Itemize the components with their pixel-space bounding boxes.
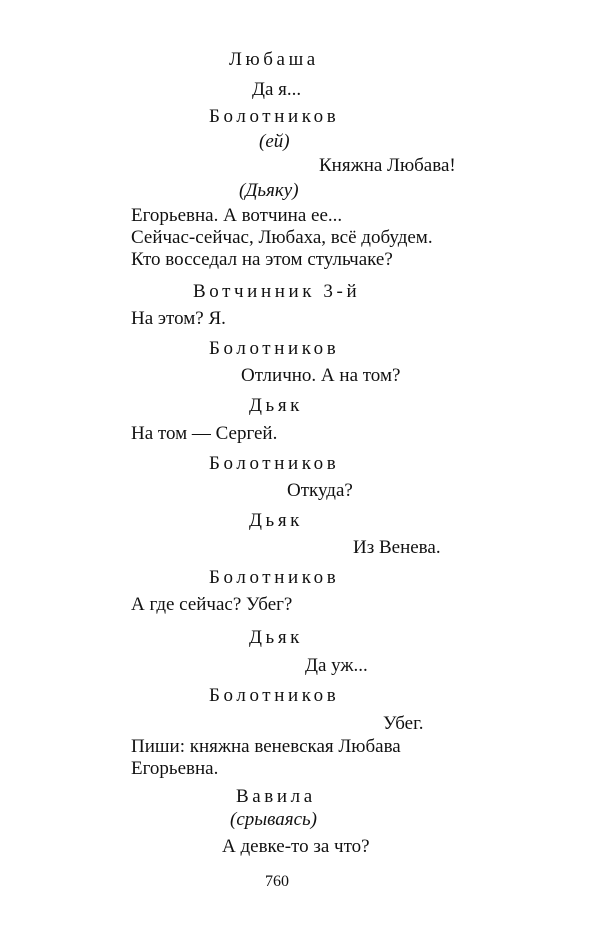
speaker-bolotnikov: Болотников [209, 338, 340, 359]
speaker-dyak: Дьяк [249, 510, 303, 531]
speaker-lyubasha: Любаша [229, 49, 319, 70]
verse-line: Сейчас-сейчас, Любаха, всё добудем. [131, 227, 433, 248]
verse-line: Кто восседал на этом стульчаке? [131, 249, 393, 270]
stage-direction: (Дьяку) [239, 180, 299, 201]
verse-line: На этом? Я. [131, 308, 226, 329]
verse-line: Егорьевна. А вотчина ее... [131, 205, 343, 226]
stage-direction: (срываясь) [230, 809, 317, 830]
verse-line: А девке-то за что? [222, 836, 370, 857]
verse-line: Да уж... [305, 655, 368, 676]
verse-line: Княжна Любава! [319, 155, 456, 176]
speaker-bolotnikov: Болотников [209, 453, 340, 474]
verse-line: А где сейчас? Убег? [131, 594, 293, 615]
verse-line: Из Венева. [353, 537, 441, 558]
stage-direction: (ей) [259, 131, 290, 152]
verse-line: Пиши: княжна веневская Любава [131, 736, 401, 757]
speaker-bolotnikov: Болотников [209, 567, 340, 588]
verse-line: Убег. [383, 713, 424, 734]
verse-line: Егорьевна. [131, 758, 219, 779]
verse-line: Откуда? [287, 480, 353, 501]
page-number: 760 [265, 873, 289, 890]
verse-line: На том — Сергей. [131, 423, 278, 444]
speaker-vavila: Вавила [236, 786, 316, 807]
speaker-dyak: Дьяк [249, 395, 303, 416]
verse-line: Отлично. А на том? [241, 365, 401, 386]
speaker-votchinnik-3: Вотчинник 3-й [193, 281, 361, 302]
verse-line: Да я... [252, 79, 302, 100]
speaker-dyak: Дьяк [249, 627, 303, 648]
speaker-bolotnikov: Болотников [209, 106, 340, 127]
speaker-bolotnikov: Болотников [209, 685, 340, 706]
